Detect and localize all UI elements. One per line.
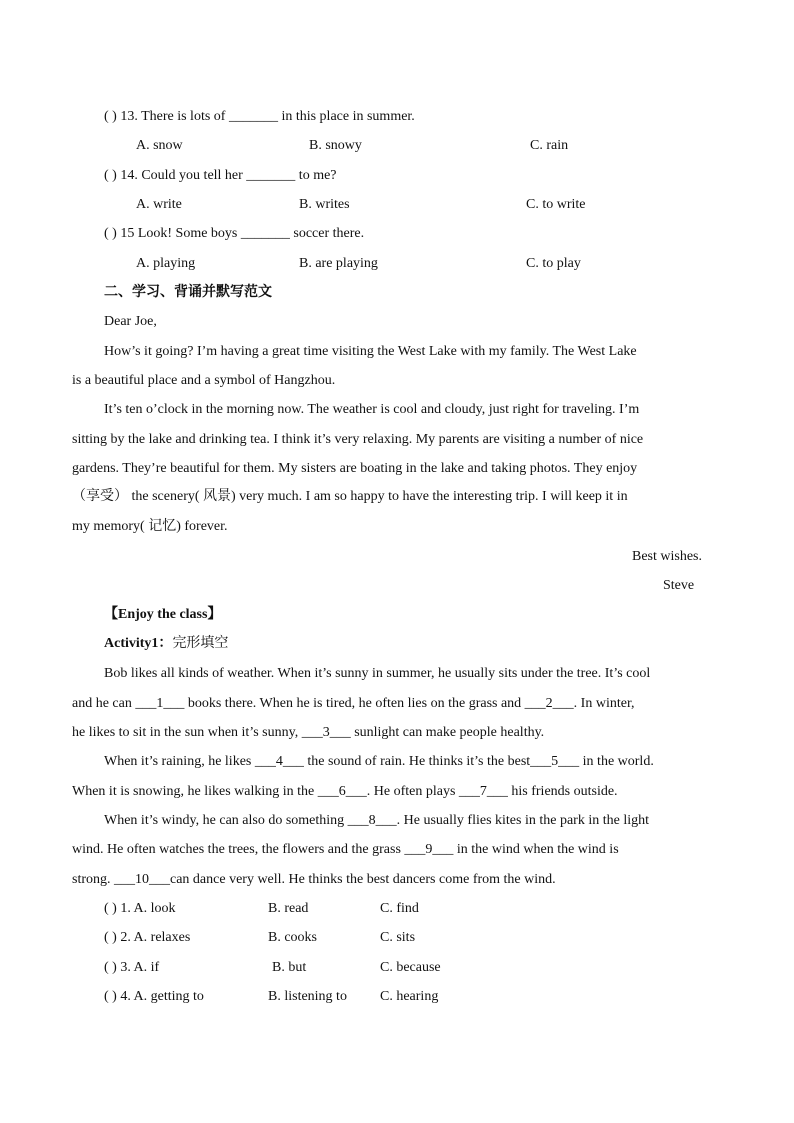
letter-p1-line2: is a beautiful place and a symbol of Hangzhou. [72,373,336,388]
letter-greeting: Dear Joe, [104,314,157,329]
cloze-q2-stem: ( ) 2. A. relaxes [104,930,191,945]
letter-p2-line3: gardens. They’re beautiful for them. My sisters are boating in the lake and taking photos. They enjoy [72,461,638,476]
cloze-q1-stem: ( ) 1. A. look [104,901,176,916]
letter-signature: Steve [663,578,695,593]
cloze-q3-option-c: C. because [380,960,441,975]
question-14-option-b: B. writes [299,197,350,212]
letter-p2-line5: my memory( 记忆) forever. [72,519,228,534]
letter-p2-line1: It’s ten o’clock in the morning now. The weather is cool and cloudy, just right for traveling. I’m [104,402,640,417]
question-14-option-a: A. write [136,197,182,212]
question-13-option-c: C. rain [530,138,569,153]
cloze-q4-option-c: C. hearing [380,989,439,1004]
cloze-q4-stem: ( ) 4. A. getting to [104,989,204,1004]
activity-heading [104,635,228,653]
question-15-option-c: C. to play [526,256,581,271]
cloze-p1-line3: he likes to sit in the sun when it’s sunny, ___3___ sunlight can make people healthy. [72,725,545,740]
question-13-stem: ( ) 13. There is lots of _______ in this place in summer. [104,109,415,124]
cloze-p2-line1: When it’s raining, he likes ___4___ the sound of rain. He thinks it’s the best___5___ in the world. [104,754,654,769]
cloze-q2-option-c: C. sits [380,930,416,945]
cloze-p3-line3: strong. ___10___can dance very well. He thinks the best dancers come from the wind. [72,872,556,887]
cloze-p1-line2: and he can ___1___ books there. When he is tired, he often lies on the grass and ___2___. In winter, [72,696,635,711]
cloze-q1-option-c: C. find [380,901,419,916]
enjoy-class-title: 【Enjoy the class】 [104,607,222,622]
letter-p2-line2: sitting by the lake and drinking tea. I think it’s very relaxing. My parents are visiting a number of nice [72,432,644,447]
cloze-q3-option-b: B. but [272,960,307,975]
cloze-p1-line1: Bob likes all kinds of weather. When it’s sunny in summer, he usually sits under the tree. It’s cool [104,666,651,681]
cloze-p2-line2: When it is snowing, he likes walking in the ___6___. He often plays ___7___ his friends outside. [72,784,618,799]
question-15-option-a: A. playing [136,256,196,271]
letter-p1-line1: How’s it going? I’m having a great time visiting the West Lake with my family. The West Lake [104,344,637,359]
cloze-q2-option-b: B. cooks [268,930,317,945]
question-15-option-b: B. are playing [299,256,378,271]
activity-label: Activity1： [104,636,173,651]
question-13-option-a: A. snow [136,138,183,153]
letter-p2-line4: （享受） the scenery( 风景) very much. I am so happy to have the interesting trip. I will keep it in [72,489,628,504]
cloze-p3-line1: When it’s windy, he can also do something ___8___. He usually flies kites in the park in the light [104,813,650,828]
question-15-stem: ( ) 15 Look! Some boys _______ soccer there. [104,226,365,241]
cloze-q4-option-b: B. listening to [268,989,347,1004]
cloze-q1-option-b: B. read [268,901,309,916]
section-2-title: 二、学习、背诵并默写范文 [104,284,272,300]
question-14-option-c: C. to write [526,197,586,212]
cloze-p3-line2: wind. He often watches the trees, the flowers and the grass ___9___ in the wind when the wind is [72,842,619,857]
letter-closing: Best wishes. [632,549,702,564]
question-14-stem: ( ) 14. Could you tell her _______ to me? [104,168,337,183]
cloze-q3-stem: ( ) 3. A. if [104,960,160,975]
activity-chinese-title: 完形填空 [172,636,229,651]
question-13-option-b: B. snowy [309,138,362,153]
